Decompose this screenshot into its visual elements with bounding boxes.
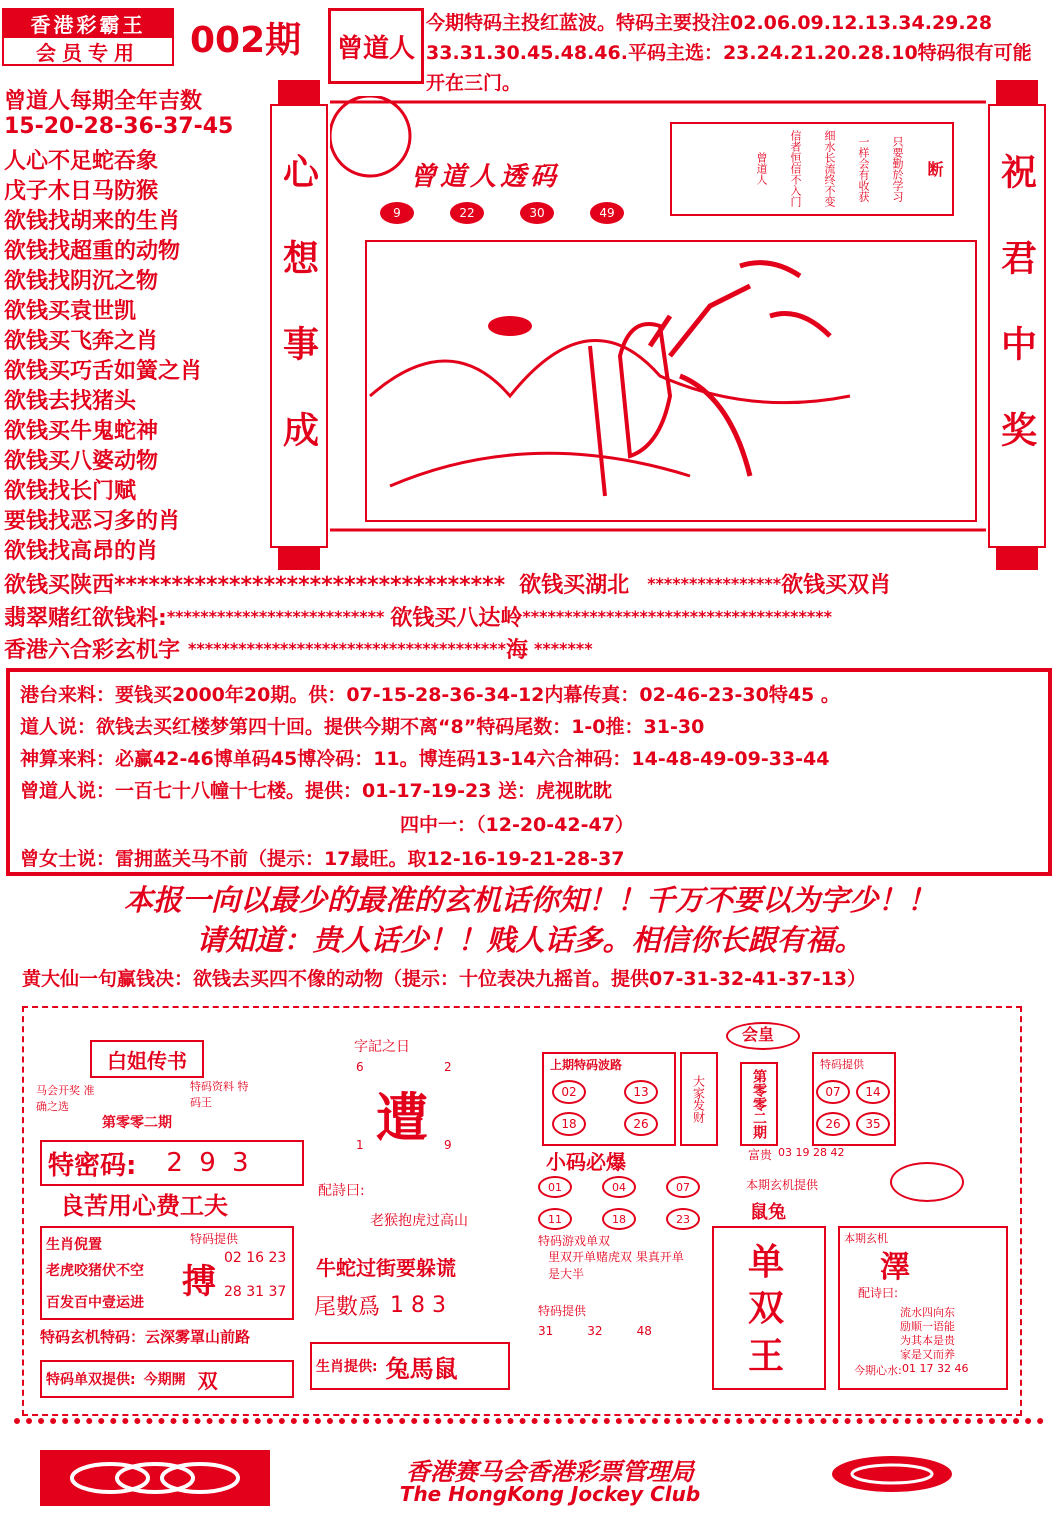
line-1 [4, 568, 1050, 599]
line2-d: ************************************* [522, 607, 832, 626]
grid-label: 特码提供 [538, 1304, 587, 1318]
panel-mid [310, 1020, 510, 1410]
grid-text: 里双开单赌虎双 果真开单是大半 [548, 1250, 684, 1281]
right-poem: 励顺一语能 [900, 1320, 955, 1333]
list-item: 欲钱找超重的动物 [4, 239, 181, 264]
right-title: 本期玄机 [844, 1232, 888, 1245]
big-text: 单 [748, 1242, 785, 1283]
list-item: 欲钱买八婆动物 [4, 449, 159, 474]
special-box [812, 1052, 896, 1146]
footer-label: 特码单双提供: [46, 1372, 136, 1388]
mid-char: 遭 [376, 1089, 429, 1149]
right-box [838, 1226, 1008, 1390]
couplet-line: 细水长流终不变 [823, 130, 836, 207]
nums-label: 特码提供 [190, 1232, 239, 1246]
tail: 1 8 3 [390, 1293, 446, 1318]
tail-label: 尾數爲 [314, 1295, 381, 1320]
ball: 9 [380, 202, 414, 224]
last-label: 上期特码波路 [550, 1058, 623, 1072]
right-nums: 01 17 32 46 [902, 1362, 969, 1375]
small-balls-row1 [538, 1176, 700, 1198]
ball-chip: 18 [602, 1208, 636, 1230]
right-scroll [988, 80, 1046, 570]
right-footer: 今期心水: [854, 1364, 902, 1377]
couplet-box [670, 122, 954, 216]
scroll-rod-bottom [278, 546, 320, 570]
tail-row [314, 1290, 446, 1321]
slogan-1: 本报一向以最少的最准的玄机话你知！！千万不要以为字少！！ [123, 883, 936, 917]
header-logo [2, 8, 170, 64]
ball-chip: 01 [538, 1176, 572, 1198]
line3-d: ******* [533, 639, 593, 658]
panel-left-title: 白姐传书 [90, 1040, 204, 1078]
tip-text: 特码：云深雾罩山前路 [100, 1328, 251, 1346]
zodiac-row [310, 1342, 510, 1390]
mark: 富贵 [748, 1148, 773, 1162]
ball-chip: 07 [816, 1080, 850, 1104]
zodiac-label: 生肖提供: [316, 1359, 378, 1375]
nums-line: 28 31 37 [224, 1284, 287, 1300]
right-logo: 会皇 [742, 1025, 775, 1044]
list-item: 15-20-28-36-37-45 [4, 114, 234, 139]
zodiac-box-title: 生肖倪置 [46, 1237, 102, 1253]
ball: 30 [520, 202, 554, 224]
badge-icon [847, 1462, 937, 1486]
list-item: 欲钱找高昂的肖 [4, 539, 159, 564]
list-item: 欲钱找胡来的生肖 [4, 209, 181, 234]
grid-nums [538, 1324, 652, 1338]
big-vert: 第零零二期 [740, 1062, 778, 1146]
line1-b: 欲钱买湖北 [519, 573, 630, 598]
line3-a: 香港六合彩玄机字 [4, 638, 181, 663]
ball-chip: 18 [552, 1112, 586, 1136]
slogan-2: 请知道：贵人话少！！贱人话多。相信你长跟有福。 [196, 923, 864, 957]
footer-big: 双 [197, 1368, 218, 1393]
line3-c: 海 [505, 638, 528, 663]
info-box [6, 668, 1052, 876]
info-row: 神算来料：必赢42-46博单码45博冷码：11。博连码13-14六合神码：14-48-49-09-33-44 [20, 748, 830, 770]
left-scroll-text: 心想事成 [277, 153, 319, 497]
zodiac-box [40, 1226, 294, 1320]
grid-num: 31 [538, 1324, 554, 1338]
prediction-text: 今期特码主投红蓝波。特码主要投注02.06.09.12.13.34.29.28 33.31.30.45.48.46.平码主选：23.24.21.20.28.10特码很有可能开在三门。 [426, 12, 1032, 94]
scroll-rod-top [996, 80, 1038, 104]
couplet-line: 信者恒信不入门 [789, 130, 802, 207]
couplet-line: 曾道人 [755, 152, 768, 185]
grid-num: 48 [636, 1324, 652, 1338]
issue-number: 002期 [190, 20, 302, 61]
zodiac-box-line: 老虎咬猪伏不空 [46, 1263, 144, 1279]
line1-d: 欲钱买双肖 [781, 573, 892, 598]
right-poem: 流水四向东 [900, 1306, 955, 1319]
ball-chip: 13 [624, 1080, 658, 1104]
poem-label: 配詩曰: [318, 1183, 365, 1199]
tip-label: 特码玄机 [40, 1328, 101, 1346]
poem: 老猴抱虎过高山 [370, 1213, 468, 1229]
mid-title: 字記之日 [354, 1039, 410, 1055]
ball-chip: 02 [552, 1080, 586, 1104]
list-item: 欲钱找长门赋 [4, 479, 137, 504]
list-item: 欲钱买牛鬼蛇神 [4, 419, 159, 444]
zodiac-box-line: 百发百中壹运进 [46, 1295, 144, 1311]
list-item: 欲钱买袁世凯 [4, 299, 137, 324]
num-row: 03 19 28 42 [778, 1146, 845, 1159]
mid-n-tr: 2 [444, 1060, 452, 1074]
left-scroll [270, 80, 328, 570]
left-list [4, 84, 269, 564]
wong-tai-sin-tip: 黄大仙一句赢钱决：欲钱去买四不像的动物（提示：十位表决九摇首。提供07-31-32-41-37-13） [22, 968, 867, 990]
list-item: 戊子木日马防猴 [4, 179, 159, 204]
small-label: 小码必爆 [546, 1150, 626, 1174]
footer-en: The HongKong Jockey Club [399, 1482, 701, 1506]
tiancai-box: 大家发财 [680, 1052, 718, 1146]
panel-left [30, 1020, 310, 1410]
mid-n-br: 9 [444, 1138, 452, 1152]
painting-title: 曾道人透码 [410, 162, 561, 192]
ball: 22 [450, 202, 484, 224]
info-row: 曾道人说：一百七十八幢十七楼。提供：01-17-19-23 送：虎视眈眈 [20, 780, 613, 802]
right-scroll-text: 祝君中奖 [995, 153, 1037, 497]
ball-chip: 35 [856, 1112, 890, 1136]
knot-icon [65, 1458, 245, 1498]
list-item: 要钱找恶习多的肖 [4, 509, 181, 534]
tema-row [40, 1140, 304, 1186]
panel-right [516, 1012, 1016, 1412]
stamp-text: 曾道人 [336, 33, 415, 64]
big-text: 双 [748, 1288, 785, 1329]
grid-title: 特码游戏单双 [538, 1234, 611, 1248]
tip-row [40, 1326, 250, 1347]
tema-phrase: 良苦用心费工夫 [60, 1192, 228, 1220]
panel-left-issue: 第零零二期 [102, 1115, 172, 1131]
zodiac: 兔馬鼠 [385, 1354, 458, 1383]
streak: 牛蛇过街要躲谎 [316, 1256, 456, 1280]
tema-value: 2 9 3 [166, 1148, 253, 1178]
panel-left-sub-left: 马会开奖 准确之选 [36, 1084, 95, 1113]
list-item: 欲钱找阴沉之物 [4, 269, 159, 294]
list-item: 欲钱买飞奔之肖 [4, 329, 159, 354]
ball-chip: 11 [538, 1208, 572, 1230]
line2-a: 翡翠赌红欲钱料: [4, 606, 167, 631]
mid-n-tl: 6 [356, 1060, 364, 1074]
footer-val: 今期開 [143, 1372, 186, 1388]
line1-c: **************** [647, 574, 782, 593]
note: 本期玄机提供 [746, 1178, 819, 1192]
list-item: 欲钱去找猪头 [4, 389, 137, 414]
big-char: 搏 [182, 1262, 216, 1302]
footer-dots [14, 1418, 1044, 1436]
info-row: 四中一：（12-20-42-47） [400, 814, 634, 836]
mid-n-bl: 1 [356, 1138, 364, 1152]
line3-b: ************************************** [188, 639, 506, 658]
ball-row [380, 202, 624, 224]
list-item: 曾道人每期全年吉数 [4, 89, 203, 114]
line2-b: ************************** [166, 607, 385, 626]
stamp-seal [328, 8, 424, 84]
right-poem: 家是又而养 [900, 1348, 955, 1361]
ball-chip: 07 [666, 1176, 700, 1198]
line-3 [4, 633, 1050, 664]
logo-line2: 会员专用 [2, 36, 174, 66]
special-label: 特码提供 [820, 1058, 864, 1071]
ball-chip: 23 [666, 1208, 700, 1230]
couplet-line: 一样会有收获 [857, 135, 870, 202]
info-row: 曾女士说：雷拥蓝关马不前（提示：17最旺。取12-16-19-21-28-37 [20, 848, 625, 870]
ball-chip: 04 [602, 1176, 636, 1198]
tema-label: 特密码: [48, 1150, 137, 1181]
footer-emblem-left [40, 1450, 270, 1506]
ball-chip: 14 [856, 1080, 890, 1104]
single-double-row [40, 1360, 294, 1398]
logo-line1: 香港彩霸王 [2, 8, 174, 38]
last-box [542, 1052, 676, 1146]
list-item: 欲钱买巧舌如簧之肖 [4, 359, 203, 384]
footer-zh: 香港赛马会香港彩票管理局 [406, 1458, 694, 1486]
fish: 鼠兔 [750, 1202, 786, 1223]
right-poem: 为其本是贵 [900, 1334, 955, 1347]
big-text-box [712, 1226, 826, 1390]
line1-a: 欲钱买陕西********************************** [4, 573, 506, 598]
footer-emblem-right [832, 1456, 952, 1492]
panel-left-sub-right: 特码资料 特码王 [190, 1080, 249, 1109]
list-item: 人心不足蛇吞象 [4, 149, 159, 174]
nums-line: 02 16 23 [224, 1250, 287, 1266]
ball: 49 [590, 202, 624, 224]
scroll-rod-bottom [996, 546, 1038, 570]
info-row: 港台来料：要钱买2000年20期。供：07-15-28-36-34-12内幕传真：02-46-23-30特45 。 [20, 684, 840, 706]
line2-c: 欲钱买八达岭 [390, 606, 523, 631]
info-row: 道人说：欲钱去买红楼梦第四十回。提供今期不离“8”特码尾数：1-0推：31-30 [20, 716, 705, 738]
couplet-lines [753, 130, 946, 207]
ball-chip: 26 [816, 1112, 850, 1136]
couplet-line: 只要勤於学习 [891, 135, 904, 202]
fish-oval [890, 1162, 964, 1202]
right-poem-label: 配诗曰: [858, 1286, 899, 1300]
line-2 [4, 601, 1050, 632]
grid-num: 32 [587, 1324, 603, 1338]
right-char: 澤 [880, 1250, 910, 1285]
couplet-title: 断 [925, 160, 944, 177]
big-text: 王 [748, 1336, 785, 1377]
painting [330, 96, 986, 536]
small-balls-row2 [538, 1208, 700, 1230]
ball-chip: 26 [624, 1112, 658, 1136]
scroll-rod-top [278, 80, 320, 104]
